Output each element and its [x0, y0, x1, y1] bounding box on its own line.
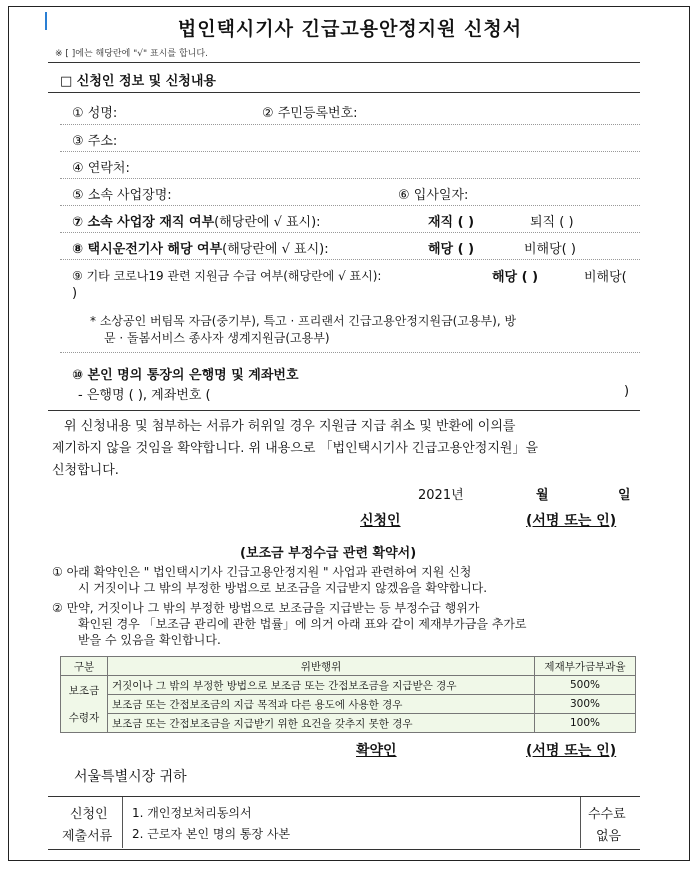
applicant-sign-area[interactable]: (서명 또는 인): [526, 513, 617, 529]
table-cell: 500%: [535, 676, 636, 695]
resident-number-field[interactable]: ② 주민등록번호:: [262, 106, 358, 121]
divider: [60, 352, 640, 353]
employment-status-label: ⑦ 소속 사업장 재직 여부: [72, 215, 215, 230]
row-head-text: 수령자: [68, 712, 100, 724]
employed-checkbox[interactable]: 재직 ( ): [428, 215, 475, 230]
divider: [48, 62, 640, 63]
table-cell: 거짓이나 그 밖의 부정한 방법으로 보조금 또는 간접보조금을 지급받은 경우: [108, 676, 535, 695]
table-header-row: [61, 657, 636, 676]
pledge-title: (보조금 부정수급 관련 확약서): [240, 546, 417, 561]
penalty-table: [60, 656, 636, 733]
table-cell: 300%: [535, 695, 636, 714]
fee-value: 없음: [596, 829, 622, 844]
hire-date-field[interactable]: ⑥ 입사일자:: [398, 188, 469, 203]
other-support-note: 문 · 돌봄서비스 종사자 생계지원금(고용부): [104, 331, 330, 345]
bank-account-header: ⑩ 본인 명의 통장의 은행명 및 계좌번호: [72, 368, 299, 383]
table-cell: 100%: [535, 714, 636, 733]
other-support-label: ⑨ 기타 코로나19 관련 지원금 수급 여부(해당란에 √ 표시):: [72, 269, 382, 283]
divider: [48, 410, 640, 411]
table-cell: 보조금 또는 간접보조금의 지급 목적과 다른 용도에 사용한 경우: [108, 695, 535, 714]
pledger-label: 확약인: [356, 743, 397, 759]
declaration-line: 제기하지 않을 것임을 확약합니다. 위 내용으로 「법인택시기사 긴급고용안정지원」을: [52, 441, 539, 456]
addressee: 서울특별시장 귀하: [74, 769, 187, 785]
date-year: 2021년: [418, 488, 464, 503]
declaration-line: 위 신청내용 및 첨부하는 서류가 허위일 경우 지원금 지급 취소 및 반환에 이의를: [64, 419, 516, 434]
page-title: 법인택시기사 긴급고용안정지원 신청서: [177, 18, 523, 40]
contact-field[interactable]: ④ 연락처:: [72, 161, 130, 176]
table-row: [61, 695, 636, 714]
date-month: 월: [536, 488, 549, 503]
divider: [60, 178, 640, 179]
applicable-checkbox[interactable]: 해당 ( ): [428, 242, 475, 257]
bank-account-close: ): [624, 384, 630, 399]
resigned-checkbox[interactable]: 퇴직 ( ): [530, 215, 574, 230]
check-hint: (해당란에 √ 표시):: [222, 242, 329, 257]
row-head-text: 보조금: [68, 685, 100, 697]
required-document: 1. 개인정보처리동의서: [132, 806, 252, 820]
other-support-no-checkbox[interactable]: 비해당(: [584, 270, 627, 285]
divider: [60, 151, 640, 152]
other-support-yes-checkbox[interactable]: 해당 ( ): [492, 270, 539, 285]
pledge-line: 확인된 경우 「보조금 관리에 관한 법률」에 의거 아래 표와 같이 제재부가금을 추가로: [78, 617, 527, 631]
address-field[interactable]: ③ 주소:: [72, 134, 118, 149]
section-header: □ 신청인 정보 및 신청내용: [60, 74, 216, 89]
other-support-note: * 소상공인 버팀목 자금(중기부), 특고 · 프리랜서 긴급고용안정지원금(고용부), 방: [90, 314, 517, 328]
fee-label: 수수료: [588, 807, 626, 822]
column-divider: [580, 797, 581, 848]
applicant-label: 신청인: [360, 513, 401, 529]
check-hint: (해당란에 √ 표시):: [214, 215, 321, 230]
instruction-note: ※ [ ]에는 해당란에 "√" 표시를 합니다.: [55, 49, 208, 59]
pledger-sign-area[interactable]: (서명 또는 인): [526, 743, 617, 759]
other-support-close: ): [72, 286, 78, 301]
taxi-driver-label: ⑧ 택시운전기사 해당 여부: [72, 242, 223, 257]
table-row-header: [61, 676, 108, 733]
table-header: 위반행위: [108, 657, 535, 676]
not-applicable-checkbox[interactable]: 비해당( ): [524, 242, 576, 257]
required-document: 2. 근로자 본인 명의 통장 사본: [132, 827, 291, 841]
divider: [60, 232, 640, 233]
divider: [48, 92, 640, 93]
employment-status-row: [72, 211, 321, 230]
workplace-field[interactable]: ⑤ 소속 사업장명:: [72, 188, 172, 203]
declaration-line: 신청합니다.: [52, 463, 119, 478]
divider: [60, 205, 640, 206]
table-row: [61, 676, 636, 695]
name-field[interactable]: ① 성명:: [72, 106, 118, 121]
table-row: [61, 714, 636, 733]
divider: [60, 124, 640, 125]
taxi-driver-row: [72, 238, 329, 257]
column-divider: [122, 797, 123, 848]
bank-account-field[interactable]: - 은행명 ( ), 계좌번호 (: [78, 388, 211, 403]
applicant-docs-label: 제출서류: [62, 829, 113, 844]
table-header: 제재부가금부과율: [535, 657, 636, 676]
date-day: 일: [618, 488, 631, 503]
table-cell: 보조금 또는 간접보조금을 지급받기 위한 요건을 갖추지 못한 경우: [108, 714, 535, 733]
divider: [60, 259, 640, 260]
applicant-docs-label: 신청인: [70, 807, 108, 822]
table-header: 구분: [61, 657, 108, 676]
pledge-line: ① 아래 확약인은 " 법인택시기사 긴급고용안정지원 " 사업과 관련하여 지원 신청: [52, 565, 472, 579]
pledge-line: ② 만약, 거짓이나 그 밖의 부정한 방법으로 보조금을 지급받는 등 부정수급 행위가: [52, 601, 480, 615]
pledge-line: 시 거짓이나 그 밖의 부정한 방법으로 보조금을 지급받지 않겠음을 확약합니다.: [78, 581, 488, 595]
pledge-line: 받을 수 있음을 확인합니다.: [78, 633, 221, 647]
